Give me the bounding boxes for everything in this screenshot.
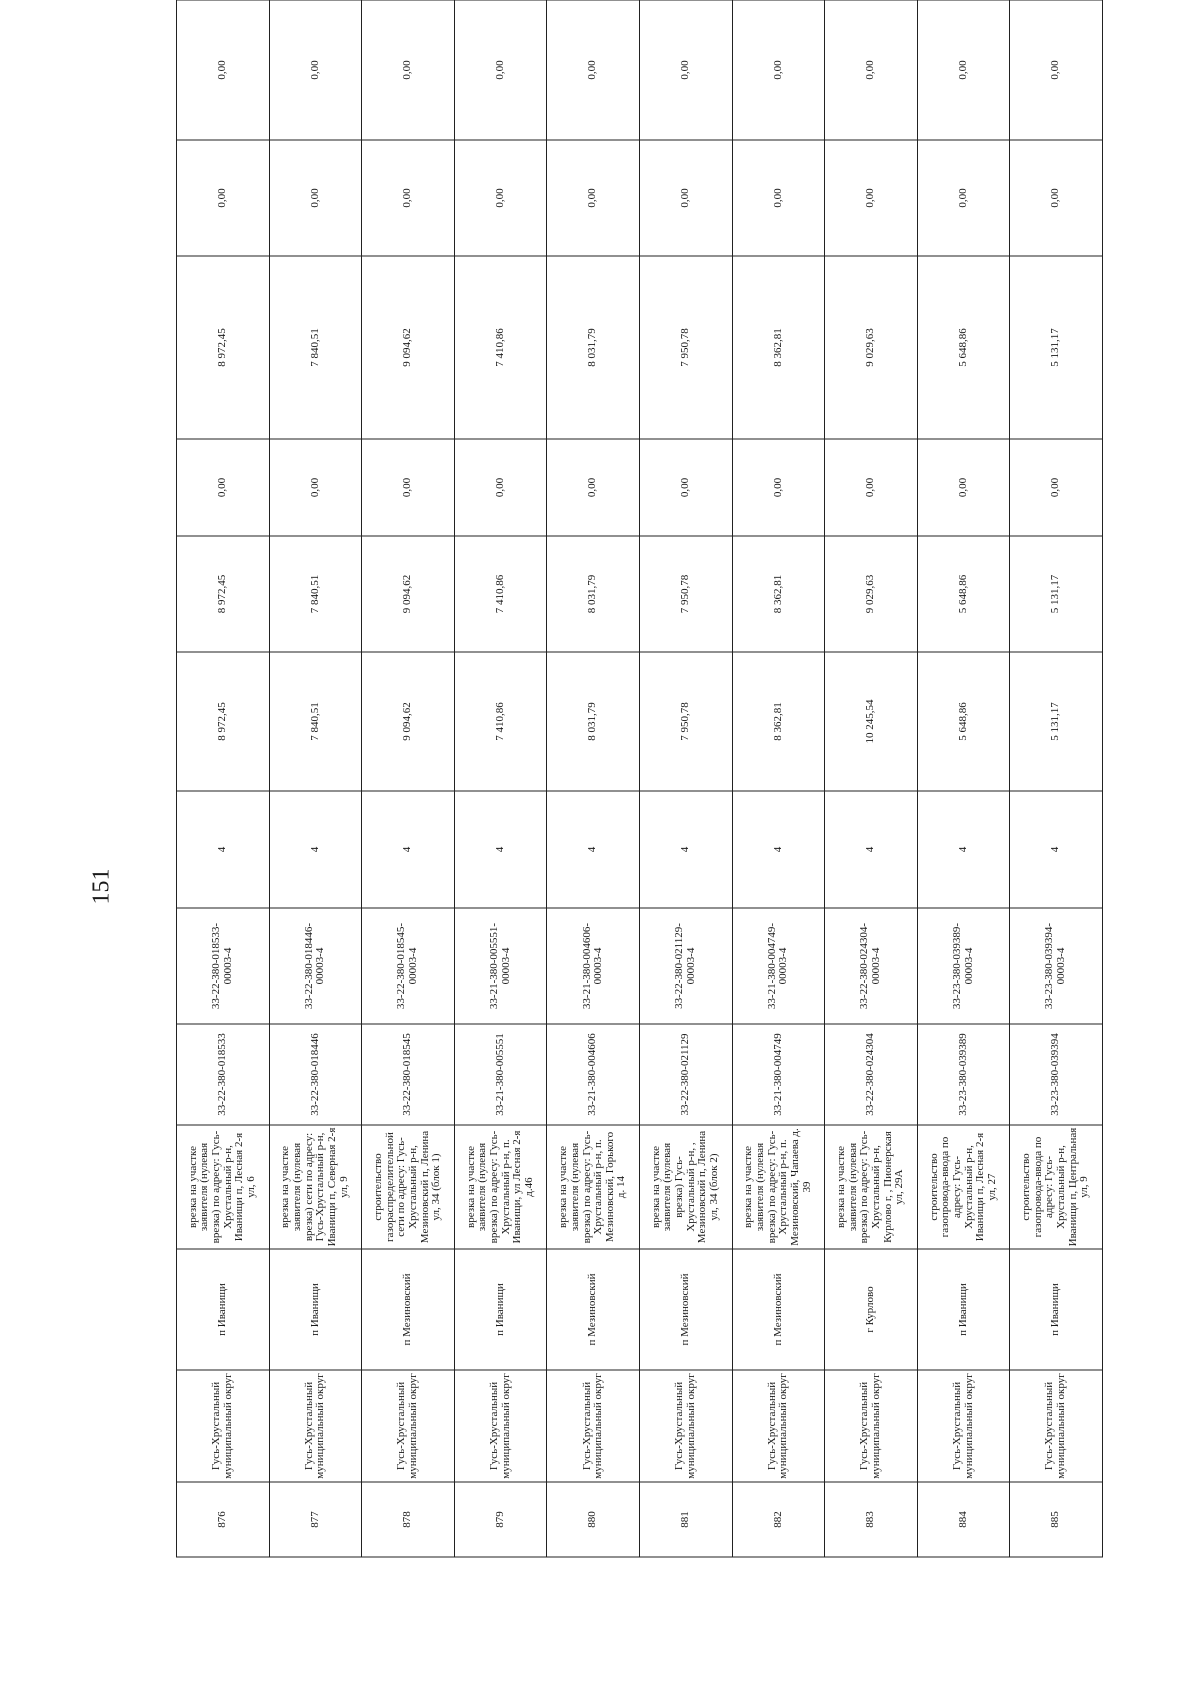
cell-description: строительство газораспределительной сети по адресу: Гусь-Хрустальный р-н, Мезиновский п, Ленина ул, 34 (блок 1): [362, 1125, 455, 1249]
cell-v4: 8 972,45: [177, 256, 270, 439]
cell-code: 33-21-380-004749: [732, 1024, 825, 1125]
cell-no: 879: [454, 1482, 547, 1557]
cell-category: 4: [1010, 791, 1103, 908]
cell-v6: 0,00: [177, 0, 270, 140]
cell-no: 880: [547, 1482, 640, 1557]
table-row: [362, 0, 455, 1557]
cell-v4: 8 031,79: [547, 256, 640, 439]
cell-v2: 8 031,79: [547, 536, 640, 652]
cell-no: 883: [825, 1482, 918, 1557]
cell-v5: 0,00: [732, 140, 825, 256]
cell-v6: 0,00: [454, 0, 547, 140]
cell-district: Гусь-Хрустальный муниципальный округ: [547, 1370, 640, 1482]
rotated-table-container: [176, 59, 1102, 1557]
cell-reg-number: 33-22-380-018446-00003-4: [269, 908, 362, 1024]
cell-v6: 0,00: [362, 0, 455, 140]
cell-category: 4: [269, 791, 362, 908]
table-row: [547, 0, 640, 1557]
cell-district: Гусь-Хрустальный муниципальный округ: [177, 1370, 270, 1482]
cell-code: 33-23-380-039389: [917, 1024, 1010, 1125]
cell-v4: 5 131,17: [1010, 256, 1103, 439]
table-row: [1010, 0, 1103, 1557]
cell-v1: 8 031,79: [547, 652, 640, 791]
cell-v2: 7 410,86: [454, 536, 547, 652]
cell-v4: 8 362,81: [732, 256, 825, 439]
cell-code: 33-22-380-018545: [362, 1024, 455, 1125]
cell-v5: 0,00: [177, 140, 270, 256]
cell-description: врезка на участке заявителя (нулевая врезка) Гусь-Хрустальный р-н, , Мезиновский п, Ленина ул, 34 (блок 2): [639, 1125, 732, 1249]
table-row: [177, 0, 270, 1557]
table-row: [732, 0, 825, 1557]
cell-v6: 0,00: [547, 0, 640, 140]
cell-description: врезка на участке заявителя (нулевая врезка) по адресу: Гусь-Хрустальный р-н, п. Мезиновский, Чапаева д. 39: [732, 1125, 825, 1249]
cell-code: 33-22-380-024304: [825, 1024, 918, 1125]
cell-settlement: п Иванищи: [1010, 1249, 1103, 1370]
cell-code: 33-22-380-021129: [639, 1024, 732, 1125]
cell-v1: 10 245,54: [825, 652, 918, 791]
cell-v6: 0,00: [732, 0, 825, 140]
cell-district: Гусь-Хрустальный муниципальный округ: [362, 1370, 455, 1482]
cell-v6: 0,00: [269, 0, 362, 140]
cell-v6: 0,00: [825, 0, 918, 140]
cell-reg-number: 33-22-380-018533-00003-4: [177, 908, 270, 1024]
cell-no: 876: [177, 1482, 270, 1557]
cell-district: Гусь-Хрустальный муниципальный округ: [825, 1370, 918, 1482]
cell-district: Гусь-Хрустальный муниципальный округ: [269, 1370, 362, 1482]
cell-v3: 0,00: [732, 439, 825, 536]
cell-v5: 0,00: [454, 140, 547, 256]
cell-code: 33-21-380-004606: [547, 1024, 640, 1125]
cell-v4: 7 840,51: [269, 256, 362, 439]
table-row: [454, 0, 547, 1557]
cell-district: Гусь-Хрустальный муниципальный округ: [1010, 1370, 1103, 1482]
cell-district: Гусь-Хрустальный муниципальный округ: [917, 1370, 1010, 1482]
cell-v2: 5 648,86: [917, 536, 1010, 652]
table-row: [917, 0, 1010, 1557]
cell-reg-number: 33-23-380-039394-00003-4: [1010, 908, 1103, 1024]
cell-settlement: п Мезиновский: [639, 1249, 732, 1370]
cell-code: 33-22-380-018533: [177, 1024, 270, 1125]
cell-no: 877: [269, 1482, 362, 1557]
cell-description: врезка на участке заявителя (нулевая врезка) по адресу: Гусь-Хрустальный р-н, п. Иванищи, ул Лесная 2-я д.46: [454, 1125, 547, 1249]
cell-v2: 7 840,51: [269, 536, 362, 652]
cell-district: Гусь-Хрустальный муниципальный округ: [454, 1370, 547, 1482]
cell-district: Гусь-Хрустальный муниципальный округ: [732, 1370, 825, 1482]
cell-district: Гусь-Хрустальный муниципальный округ: [639, 1370, 732, 1482]
cell-v2: 8 362,81: [732, 536, 825, 652]
cell-settlement: п Мезиновский: [362, 1249, 455, 1370]
cell-category: 4: [917, 791, 1010, 908]
cell-category: 4: [547, 791, 640, 908]
cell-category: 4: [177, 791, 270, 908]
table-row: [269, 0, 362, 1557]
cell-description: строительство газопровода-ввода по адресу: Гусь-Хрустальный р-н, Иванищи п, Центральная ул, 9: [1010, 1125, 1103, 1249]
cell-reg-number: 33-21-380-005551-00003-4: [454, 908, 547, 1024]
cell-v3: 0,00: [177, 439, 270, 536]
cell-description: врезка на участке заявителя (нулевая врезка) сети по адресу: Гусь-Хрустальный р-н, Иванищи п, Северная 2-я ул, 9: [269, 1125, 362, 1249]
cell-v3: 0,00: [269, 439, 362, 536]
cell-v3: 0,00: [639, 439, 732, 536]
cell-v1: 8 972,45: [177, 652, 270, 791]
cell-v4: 9 029,63: [825, 256, 918, 439]
cell-reg-number: 33-22-380-024304-00003-4: [825, 908, 918, 1024]
cell-description: врезка на участке заявителя (нулевая врезка) по адресу: Гусь-Хрустальный р-н, Иванищи п, Лесная 2-я ул, 6: [177, 1125, 270, 1249]
cell-category: 4: [454, 791, 547, 908]
table-body: [177, 0, 1103, 1557]
cell-v3: 0,00: [1010, 439, 1103, 536]
cell-category: 4: [825, 791, 918, 908]
cell-v1: 7 410,86: [454, 652, 547, 791]
cell-v5: 0,00: [639, 140, 732, 256]
cell-v3: 0,00: [454, 439, 547, 536]
cell-description: строительство газопровода-ввода по адресу: Гусь-Хрустальный р-н, Иванищи п, Лесная 2-я ул, 27: [917, 1125, 1010, 1249]
cell-reg-number: 33-21-380-004749-00003-4: [732, 908, 825, 1024]
cell-category: 4: [732, 791, 825, 908]
table-row: [639, 0, 732, 1557]
cell-v1: 7 840,51: [269, 652, 362, 791]
cell-settlement: п Мезиновский: [547, 1249, 640, 1370]
cell-code: 33-22-380-018446: [269, 1024, 362, 1125]
cell-v2: 5 131,17: [1010, 536, 1103, 652]
cell-settlement: г Курлово: [825, 1249, 918, 1370]
cell-no: 884: [917, 1482, 1010, 1557]
cell-v2: 9 029,63: [825, 536, 918, 652]
cell-v1: 7 950,78: [639, 652, 732, 791]
register-table: [176, 0, 1103, 1557]
cell-category: 4: [362, 791, 455, 908]
cell-code: 33-21-380-005551: [454, 1024, 547, 1125]
cell-reg-number: 33-23-380-039389-00003-4: [917, 908, 1010, 1024]
cell-v4: 5 648,86: [917, 256, 1010, 439]
cell-v5: 0,00: [825, 140, 918, 256]
cell-code: 33-23-380-039394: [1010, 1024, 1103, 1125]
table-row: [825, 0, 918, 1557]
cell-v3: 0,00: [917, 439, 1010, 536]
cell-reg-number: 33-22-380-021129-00003-4: [639, 908, 732, 1024]
cell-reg-number: 33-21-380-004606-00003-4: [547, 908, 640, 1024]
cell-description: врезка на участке заявителя (нулевая врезка) по адресу: Гусь-Хрустальный р-н, Курлово г, , Пионерская ул, 29А: [825, 1125, 918, 1249]
cell-v6: 0,00: [917, 0, 1010, 140]
cell-v6: 0,00: [1010, 0, 1103, 140]
cell-v6: 0,00: [639, 0, 732, 140]
cell-description: врезка на участке заявителя (нулевая врезка) по адресу: Гусь-Хрустальный р-н, п. Мезиновский, Горького д. 14: [547, 1125, 640, 1249]
cell-settlement: п Иванищи: [454, 1249, 547, 1370]
cell-v3: 0,00: [825, 439, 918, 536]
cell-category: 4: [639, 791, 732, 908]
cell-v4: 7 410,86: [454, 256, 547, 439]
cell-no: 885: [1010, 1482, 1103, 1557]
cell-v1: 5 131,17: [1010, 652, 1103, 791]
cell-settlement: п Иванищи: [177, 1249, 270, 1370]
cell-v1: 5 648,86: [917, 652, 1010, 791]
cell-v3: 0,00: [547, 439, 640, 536]
cell-v5: 0,00: [362, 140, 455, 256]
cell-settlement: п Мезиновский: [732, 1249, 825, 1370]
cell-reg-number: 33-22-380-018545-00003-4: [362, 908, 455, 1024]
cell-v5: 0,00: [917, 140, 1010, 256]
cell-v1: 8 362,81: [732, 652, 825, 791]
page-number: 151: [88, 868, 115, 905]
cell-v4: 9 094,62: [362, 256, 455, 439]
cell-v5: 0,00: [547, 140, 640, 256]
cell-no: 882: [732, 1482, 825, 1557]
cell-v4: 7 950,78: [639, 256, 732, 439]
cell-v1: 9 094,62: [362, 652, 455, 791]
cell-settlement: п Иванищи: [269, 1249, 362, 1370]
cell-v5: 0,00: [1010, 140, 1103, 256]
cell-v2: 8 972,45: [177, 536, 270, 652]
cell-v5: 0,00: [269, 140, 362, 256]
cell-v2: 9 094,62: [362, 536, 455, 652]
cell-v2: 7 950,78: [639, 536, 732, 652]
cell-v3: 0,00: [362, 439, 455, 536]
cell-no: 881: [639, 1482, 732, 1557]
cell-no: 878: [362, 1482, 455, 1557]
cell-settlement: п Иванищи: [917, 1249, 1010, 1370]
